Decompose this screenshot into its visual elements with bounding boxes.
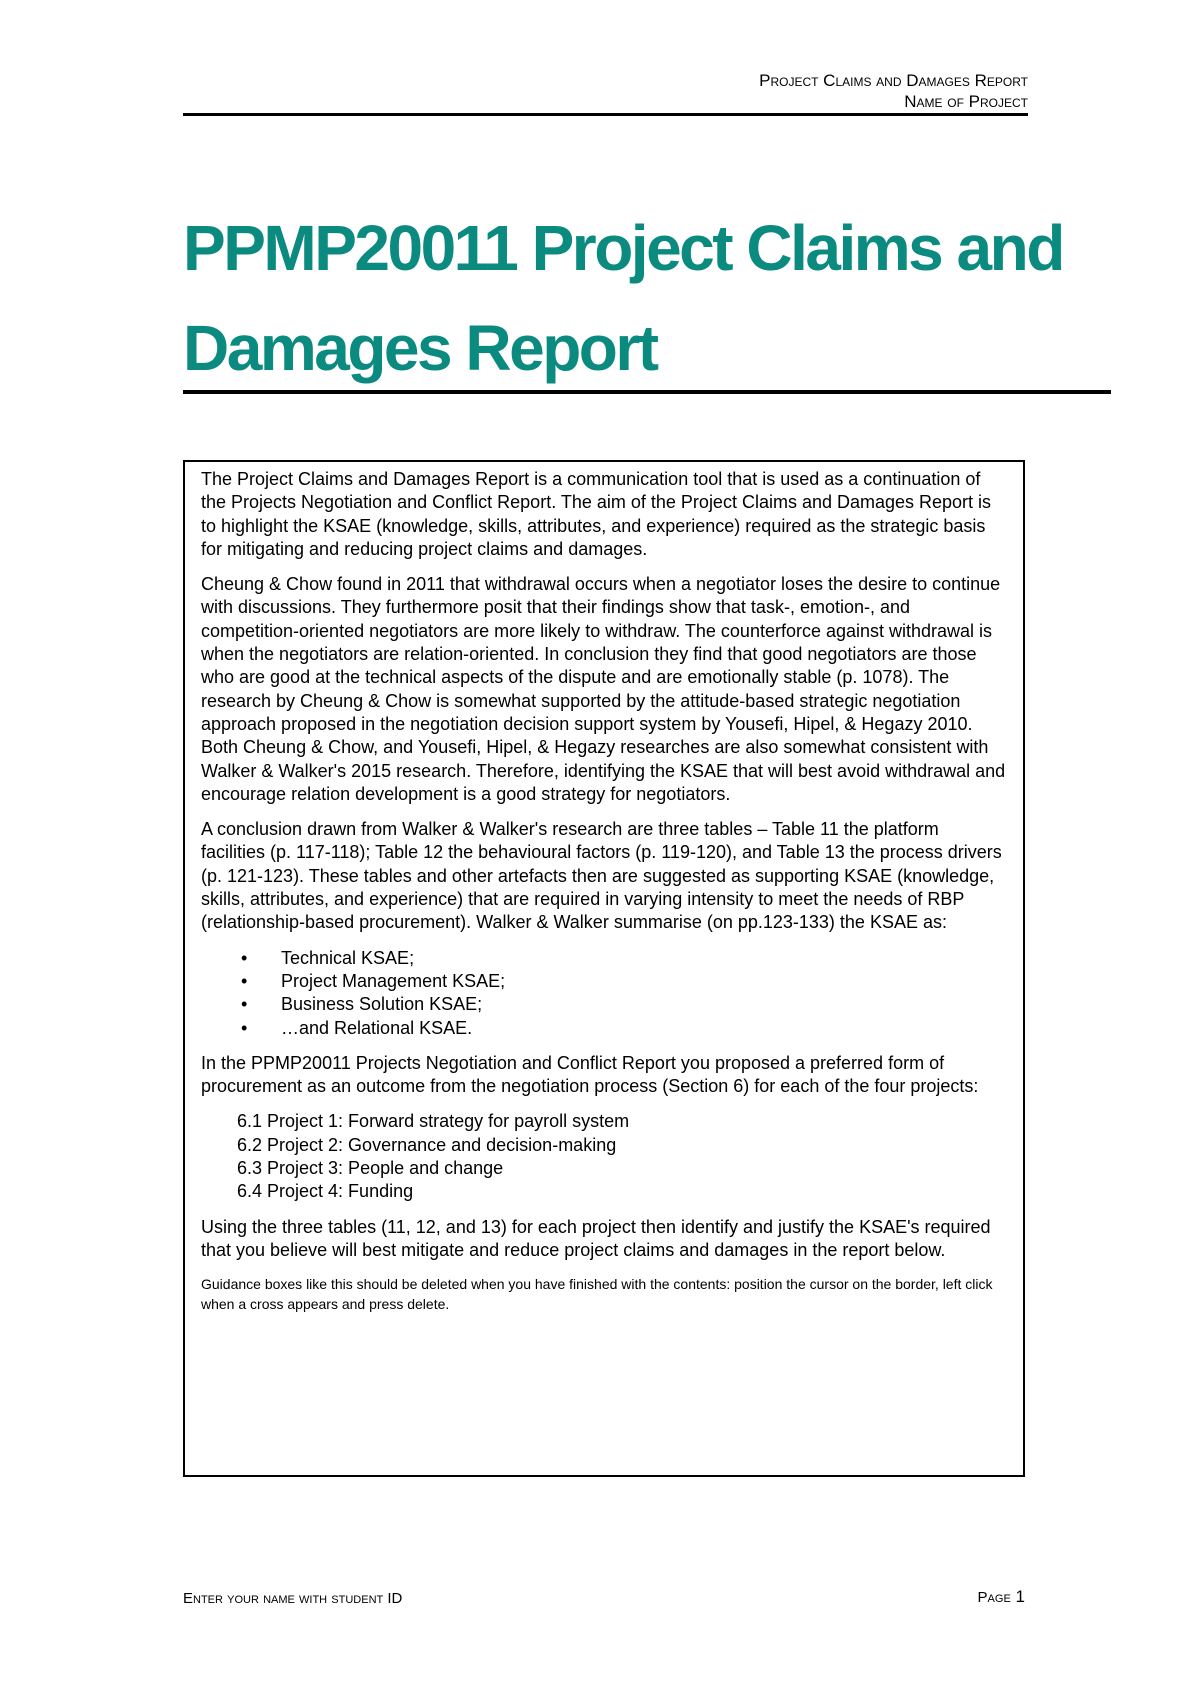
ksae-bullet-item (201, 1017, 1007, 1040)
ksae-bullet-item (201, 993, 1007, 1016)
ksae-bullet-text: Business Solution KSAE; (281, 994, 483, 1015)
guidance-paragraph-5: Using the three tables (11, 12, and 13) for each project then identify and justify the KSAE's required that you believe will best mitigate and reduce project claims and damages in the report below. (201, 1216, 991, 1260)
page-header (183, 70, 1028, 112)
page-label: Page (977, 1589, 1011, 1606)
header-project-name: Name of Project (904, 92, 1028, 111)
ksae-bullet-list (201, 947, 1007, 1040)
guidance-paragraph-1: The Project Claims and Damages Report is a communication tool that is used as a continuation of the Projects Negotiation and Conflict Report. The aim of the Project Claims and Damages Report is to highlight the KSAE (knowledge, skills, attributes, and experience) required as the strategic basis for mitigating and reducing project claims and damages. (201, 469, 992, 559)
header-report-title: Project Claims and Damages Report (759, 71, 1028, 90)
footer-student-name[interactable]: Enter your name with student ID (183, 1590, 403, 1607)
ksae-bullet-text: Project Management KSAE; (281, 970, 506, 991)
footer-page-number (978, 1587, 1025, 1607)
ksae-bullet-text: Technical KSAE; (281, 947, 415, 968)
ksae-bullet-item (201, 947, 1007, 970)
page-number: 1 (1015, 1587, 1025, 1606)
project-list-item: 6.3 Project 3: People and change (237, 1158, 504, 1179)
document-title-line2: Damages Report (183, 312, 657, 384)
guidance-box[interactable] (183, 460, 1025, 1477)
bullet-icon: • (241, 994, 248, 1015)
project-list-item: 6.1 Project 1: Forward strategy for payroll system (237, 1111, 630, 1132)
title-divider (183, 390, 1111, 394)
ksae-bullet-item (201, 970, 1007, 993)
guidance-paragraph-3: A conclusion drawn from Walker & Walker's research are three tables – Table 11 the platform facilities (p. 117-118); Table 12 the behavioural factors (p. 119-120), and Table 13 the process drivers (p. 121-123). These tables and other artefacts then are suggested as supporting KSAE (knowledge, skills, attributes, and experience) that are required in varying intensity to meet the needs of RBP (relationship-based procurement). Walker & Walker summarise (on pp.123-133) the KSAE as: (201, 819, 1002, 933)
bullet-icon: • (241, 970, 248, 991)
project-list (201, 1110, 1007, 1203)
document-title-line1: PPMP20011 Project Claims and (183, 212, 1063, 284)
project-list-item: 6.2 Project 2: Governance and decision-making (237, 1134, 617, 1155)
guidance-delete-note: Guidance boxes like this should be deleted when you have finished with the contents: position the cursor on the border, left click when a cross appears and press delete. (201, 1276, 993, 1313)
guidance-paragraph-2: Cheung & Chow found in 2011 that withdrawal occurs when a negotiator loses the desire to continue with discussions. They furthermore posit that their findings show that task-, emotion-, and competition-oriented negotiators are more likely to withdraw. The counterforce against withdrawal is when the negotiators are relation-oriented. In conclusion they find that good negotiators are those who are good at the technical aspects of the dispute and are emotionally stable (p. 1078). The research by Cheung & Chow is somewhat supported by the attitude-based strategic negotiation approach proposed in the negotiation decision support system by Yousefi, Hipel, & Hegazy 2010. Both Cheung & Chow, and Yousefi, Hipel, & Hegazy researches are also somewhat consistent with Walker & Walker's 2015 research. Therefore, identifying the KSAE that will best avoid withdrawal and encourage relation development is a good strategy for negotiators. (201, 574, 1006, 804)
header-divider (183, 113, 1028, 116)
project-list-item: 6.4 Project 4: Funding (237, 1181, 414, 1202)
document-title (183, 198, 1083, 398)
bullet-icon: • (241, 1017, 248, 1038)
guidance-paragraph-4: In the PPMP20011 Projects Negotiation and Conflict Report you proposed a preferred form of procurement as an outcome from the negotiation process (Section 6) for each of the four projects: (201, 1052, 979, 1097)
ksae-bullet-text: …and Relational KSAE. (281, 1017, 473, 1038)
bullet-icon: • (241, 947, 248, 968)
